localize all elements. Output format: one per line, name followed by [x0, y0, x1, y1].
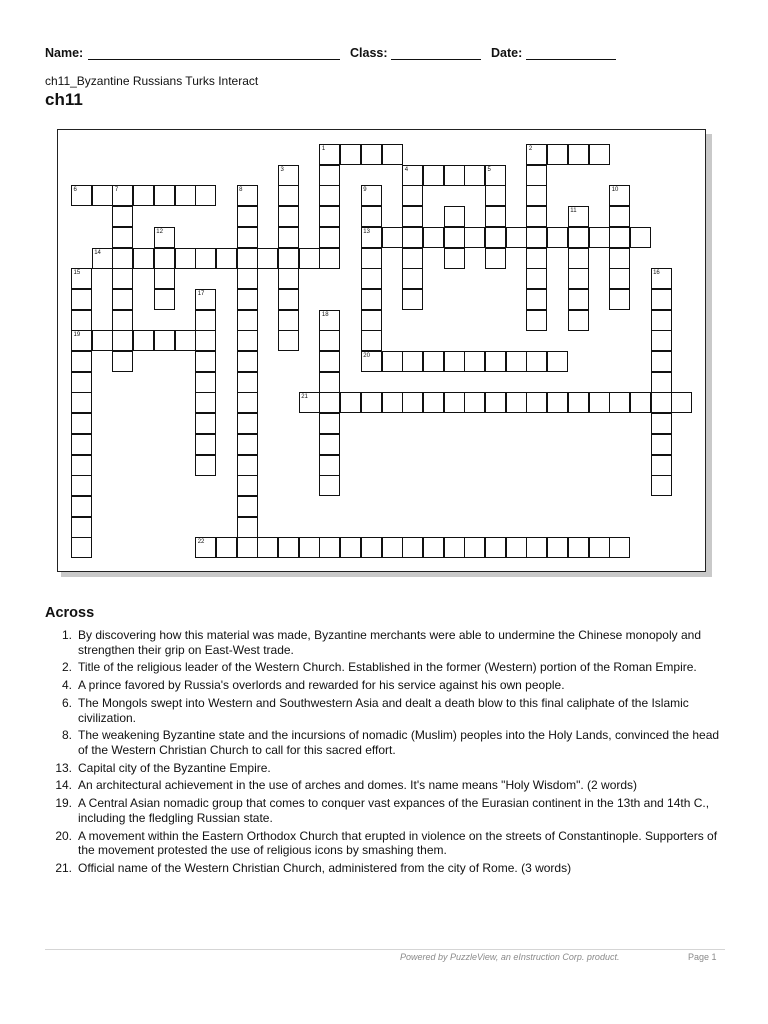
student-info-row: [45, 44, 725, 64]
grid-cell[interactable]: [485, 392, 506, 413]
grid-cell[interactable]: [71, 392, 92, 413]
grid-cell[interactable]: [112, 206, 133, 227]
grid-cell[interactable]: [237, 268, 258, 289]
grid-cell[interactable]: [112, 248, 133, 269]
grid-cell[interactable]: [71, 330, 92, 351]
grid-cell[interactable]: [299, 392, 320, 413]
across-clue: [45, 761, 725, 776]
grid-cell[interactable]: [361, 227, 382, 248]
grid-cell[interactable]: [361, 392, 382, 413]
grid-cell[interactable]: [71, 351, 92, 372]
grid-cell[interactable]: [299, 537, 320, 558]
grid-cell[interactable]: [444, 206, 465, 227]
clue-number: 5: [487, 166, 491, 173]
grid-cell[interactable]: [402, 392, 423, 413]
grid-cell[interactable]: [630, 227, 651, 248]
grid-cell[interactable]: [423, 165, 444, 186]
grid-cell[interactable]: [237, 248, 258, 269]
clue-number: 19: [73, 332, 81, 339]
across-heading: Across: [45, 605, 95, 621]
grid-cell[interactable]: [278, 289, 299, 310]
clue-number-label: 13.: [55, 760, 72, 775]
grid-cell[interactable]: [154, 248, 175, 269]
grid-cell[interactable]: [319, 413, 340, 434]
grid-cell[interactable]: [195, 351, 216, 372]
grid-cell[interactable]: [568, 248, 589, 269]
grid-cell[interactable]: [651, 330, 672, 351]
grid-cell[interactable]: [464, 165, 485, 186]
across-clue: [45, 829, 725, 858]
grid-cell[interactable]: [444, 537, 465, 558]
grid-cell[interactable]: [402, 206, 423, 227]
grid-cell[interactable]: [506, 537, 527, 558]
grid-cell[interactable]: [382, 392, 403, 413]
grid-cell[interactable]: [589, 537, 610, 558]
grid-cell[interactable]: [216, 537, 237, 558]
grid-cell[interactable]: [237, 227, 258, 248]
grid-cell[interactable]: [195, 248, 216, 269]
grid-cell[interactable]: [195, 289, 216, 310]
grid-cell[interactable]: [319, 248, 340, 269]
grid-cell[interactable]: [547, 227, 568, 248]
grid-cell[interactable]: [526, 537, 547, 558]
grid-cell[interactable]: [133, 185, 154, 206]
grid-cell[interactable]: [299, 248, 320, 269]
grid-cell[interactable]: [154, 330, 175, 351]
grid-cell[interactable]: [154, 185, 175, 206]
grid-cell[interactable]: [526, 165, 547, 186]
grid-cell[interactable]: [71, 310, 92, 331]
grid-cell[interactable]: [568, 227, 589, 248]
grid-cell[interactable]: [319, 227, 340, 248]
grid-cell[interactable]: [154, 227, 175, 248]
grid-cell[interactable]: [340, 144, 361, 165]
clue-number: 4: [404, 166, 409, 173]
grid-cell[interactable]: [444, 351, 465, 372]
grid-cell[interactable]: [485, 206, 506, 227]
clue-text: A Central Asian nomadic group that comes to conquer vast expances of the Eurasian continent in the 13th and 14th C., including the fledgling Russian state.: [78, 796, 710, 825]
clue-number: 12: [156, 228, 163, 235]
grid-cell[interactable]: [278, 206, 299, 227]
grid-cell[interactable]: [609, 392, 630, 413]
grid-cell[interactable]: [361, 310, 382, 331]
grid-cell[interactable]: [237, 455, 258, 476]
grid-cell[interactable]: [671, 392, 692, 413]
clue-number: 11: [570, 208, 577, 215]
across-clue: [45, 696, 725, 725]
grid-cell[interactable]: [319, 330, 340, 351]
grid-cell[interactable]: [589, 227, 610, 248]
grid-cell[interactable]: [112, 289, 133, 310]
grid-cell[interactable]: [506, 351, 527, 372]
grid-cell[interactable]: [361, 330, 382, 351]
clue-number: 3: [280, 166, 284, 173]
grid-cell[interactable]: [506, 392, 527, 413]
clue-number-label: 21.: [55, 861, 72, 875]
grid-cell[interactable]: [568, 144, 589, 165]
grid-cell[interactable]: [568, 537, 589, 558]
grid-cell[interactable]: [423, 537, 444, 558]
grid-cell[interactable]: [402, 289, 423, 310]
grid-cell[interactable]: [568, 310, 589, 331]
clue-number: 6: [73, 187, 77, 194]
grid-cell[interactable]: [361, 289, 382, 310]
grid-cell[interactable]: [112, 227, 133, 248]
grid-cell[interactable]: [651, 289, 672, 310]
grid-cell[interactable]: [547, 351, 568, 372]
grid-cell[interactable]: [526, 185, 547, 206]
grid-cell[interactable]: [464, 392, 485, 413]
grid-cell[interactable]: [257, 248, 278, 269]
clue-number: 15: [73, 270, 81, 277]
grid-cell[interactable]: [382, 351, 403, 372]
grid-cell[interactable]: [237, 372, 258, 393]
grid-cell[interactable]: [526, 227, 547, 248]
clue-number: 9: [363, 187, 367, 194]
clue-number-label: 6.: [61, 695, 72, 710]
grid-cell[interactable]: [361, 537, 382, 558]
grid-cell[interactable]: [402, 268, 423, 289]
grid-cell[interactable]: [237, 289, 258, 310]
grid-cell[interactable]: [361, 144, 382, 165]
grid-cell[interactable]: [609, 537, 630, 558]
grid-cell[interactable]: [361, 248, 382, 269]
grid-cell[interactable]: [630, 392, 651, 413]
clue-text: An architectural achievement in the use of arches and domes. It's name means "Holy Wisdom". (2 words): [78, 778, 638, 793]
grid-cell[interactable]: [71, 268, 92, 289]
grid-cell[interactable]: [112, 185, 133, 206]
grid-cell[interactable]: [133, 248, 154, 269]
grid-cell[interactable]: [609, 206, 630, 227]
grid-cell[interactable]: [485, 227, 506, 248]
grid-cell[interactable]: [278, 330, 299, 351]
grid-cell[interactable]: [319, 537, 340, 558]
grid-cell[interactable]: [92, 185, 113, 206]
grid-cell[interactable]: [237, 413, 258, 434]
grid-cell[interactable]: [402, 537, 423, 558]
clue-number: 20: [363, 353, 370, 359]
grid-cell[interactable]: [464, 351, 485, 372]
grid-cell[interactable]: [112, 330, 133, 351]
across-clue: [45, 660, 725, 675]
clue-text: A movement within the Eastern Orthodox Church that erupted in violence on the streets of Constantinople. Supporters of the movement protested the use of religious icons by smashing them.: [78, 828, 718, 858]
across-clue: [45, 728, 725, 757]
grid-cell[interactable]: [568, 289, 589, 310]
grid-cell[interactable]: [154, 268, 175, 289]
grid-cell[interactable]: [402, 351, 423, 372]
grid-cell[interactable]: [71, 517, 92, 538]
grid-cell[interactable]: [651, 392, 672, 413]
grid-cell[interactable]: [444, 165, 465, 186]
grid-cell[interactable]: [319, 165, 340, 186]
grid-cell[interactable]: [195, 434, 216, 455]
grid-cell[interactable]: [112, 351, 133, 372]
grid-cell[interactable]: [195, 310, 216, 331]
clue-text: Official name of the Western Christian Church, administered from the city of Rome. (3 words): [78, 861, 572, 875]
grid-cell[interactable]: [485, 248, 506, 269]
grid-cell[interactable]: [444, 248, 465, 269]
grid-cell[interactable]: [319, 372, 340, 393]
grid-cell[interactable]: [237, 185, 258, 206]
grid-cell[interactable]: [175, 185, 196, 206]
grid-cell[interactable]: [71, 434, 92, 455]
grid-cell[interactable]: [237, 310, 258, 331]
grid-cell[interactable]: [195, 537, 216, 558]
grid-cell[interactable]: [278, 268, 299, 289]
grid-cell[interactable]: [237, 434, 258, 455]
across-clue: [45, 678, 725, 693]
clue-number: 22: [197, 539, 205, 546]
grid-cell[interactable]: [485, 351, 506, 372]
grid-cell[interactable]: [195, 455, 216, 476]
clue-text: Title of the religious leader of the Western Church. Established in the former (Western) portion of the Roman Empire.: [78, 660, 697, 675]
grid-cell[interactable]: [547, 537, 568, 558]
grid-cell[interactable]: [526, 392, 547, 413]
crossword-frame: [57, 129, 706, 572]
grid-cell[interactable]: [319, 392, 340, 413]
grid-cell[interactable]: [547, 144, 568, 165]
class-label: Class:: [350, 46, 388, 60]
grid-cell[interactable]: [237, 475, 258, 496]
grid-cell[interactable]: [609, 268, 630, 289]
grid-cell[interactable]: [651, 475, 672, 496]
grid-cell[interactable]: [464, 537, 485, 558]
clue-number-label: 20.: [55, 828, 72, 843]
grid-cell[interactable]: [526, 289, 547, 310]
grid-cell[interactable]: [568, 206, 589, 227]
grid-cell[interactable]: [195, 185, 216, 206]
grid-cell[interactable]: [237, 351, 258, 372]
grid-cell[interactable]: [237, 496, 258, 517]
grid-cell[interactable]: [319, 310, 340, 331]
grid-cell[interactable]: [651, 455, 672, 476]
grid-cell[interactable]: [112, 268, 133, 289]
grid-cell[interactable]: [526, 268, 547, 289]
grid-cell[interactable]: [444, 227, 465, 248]
grid-cell[interactable]: [589, 392, 610, 413]
grid-cell[interactable]: [485, 537, 506, 558]
footer-credit: Powered by PuzzleView, an eInstruction Corp. product.: [400, 952, 620, 962]
grid-cell[interactable]: [382, 227, 403, 248]
grid-cell[interactable]: [237, 330, 258, 351]
grid-cell[interactable]: [195, 392, 216, 413]
grid-cell[interactable]: [71, 537, 92, 558]
grid-cell[interactable]: [402, 165, 423, 186]
grid-cell[interactable]: [464, 227, 485, 248]
grid-cell[interactable]: [237, 517, 258, 538]
clue-number: 18: [321, 311, 329, 318]
grid-cell[interactable]: [237, 392, 258, 413]
clue-number: 1: [321, 146, 326, 152]
grid-cell[interactable]: [154, 289, 175, 310]
clue-number: 14: [94, 249, 101, 256]
name-field-line[interactable]: [88, 59, 340, 60]
clue-text: A prince favored by Russia's overlords and rewarded for his service against his own people.: [78, 678, 565, 693]
grid-cell[interactable]: [92, 330, 113, 351]
grid-cell[interactable]: [195, 372, 216, 393]
grid-cell[interactable]: [319, 185, 340, 206]
grid-cell[interactable]: [361, 206, 382, 227]
grid-cell[interactable]: [361, 185, 382, 206]
grid-cell[interactable]: [651, 372, 672, 393]
grid-cell[interactable]: [237, 206, 258, 227]
clue-text: The weakening Byzantine state and the incursions of nomadic (Muslim) peoples into the Holy Lands, convinced the head of the Western Christian Church to call for this sacred effort.: [78, 728, 720, 757]
grid-cell[interactable]: [589, 144, 610, 165]
clue-number: 17: [197, 290, 205, 297]
clue-text: By discovering how this material was made, Byzantine merchants were able to undermine the Chinese monopoly and strengthen their grip on East-West trade.: [78, 628, 701, 657]
clue-text: Capital city of the Byzantine Empire.: [78, 760, 271, 775]
grid-cell[interactable]: [651, 413, 672, 434]
clue-number: 13: [363, 228, 370, 235]
grid-cell[interactable]: [278, 227, 299, 248]
grid-cell[interactable]: [526, 248, 547, 269]
grid-cell[interactable]: [402, 227, 423, 248]
grid-cell[interactable]: [382, 537, 403, 558]
clue-number: 8: [239, 187, 243, 194]
grid-cell[interactable]: [485, 165, 506, 186]
clue-number-label: 1.: [61, 628, 72, 642]
grid-cell[interactable]: [444, 392, 465, 413]
grid-cell[interactable]: [278, 165, 299, 186]
clue-number-label: 8.: [61, 728, 72, 743]
grid-cell[interactable]: [71, 185, 92, 206]
grid-cell[interactable]: [71, 289, 92, 310]
puzzle-title: ch11: [45, 90, 83, 109]
grid-cell[interactable]: [361, 351, 382, 372]
grid-cell[interactable]: [402, 185, 423, 206]
grid-cell[interactable]: [609, 289, 630, 310]
grid-cell[interactable]: [71, 475, 92, 496]
grid-cell[interactable]: [526, 144, 547, 165]
grid-cell[interactable]: [195, 413, 216, 434]
grid-cell[interactable]: [526, 351, 547, 372]
grid-cell[interactable]: [402, 248, 423, 269]
clue-number: 16: [653, 270, 660, 277]
puzzle-subtitle: ch11_Byzantine Russians Turks Interact: [45, 74, 259, 88]
grid-cell[interactable]: [216, 248, 237, 269]
grid-cell[interactable]: [319, 206, 340, 227]
grid-cell[interactable]: [92, 248, 113, 269]
grid-cell[interactable]: [257, 537, 278, 558]
grid-cell[interactable]: [112, 310, 133, 331]
grid-cell[interactable]: [526, 310, 547, 331]
clue-number: 2: [528, 146, 533, 152]
clue-number: 10: [611, 187, 619, 194]
grid-cell[interactable]: [319, 434, 340, 455]
clue-number: 7: [114, 187, 119, 194]
grid-cell[interactable]: [278, 537, 299, 558]
footer-divider: [45, 949, 725, 950]
grid-cell[interactable]: [319, 475, 340, 496]
grid-cell[interactable]: [319, 351, 340, 372]
grid-cell[interactable]: [278, 310, 299, 331]
grid-cell[interactable]: [278, 248, 299, 269]
grid-cell[interactable]: [651, 268, 672, 289]
grid-cell[interactable]: [340, 537, 361, 558]
clue-number-label: 19.: [55, 796, 72, 811]
grid-cell[interactable]: [651, 310, 672, 331]
grid-cell[interactable]: [71, 413, 92, 434]
grid-cell[interactable]: [568, 268, 589, 289]
grid-cell[interactable]: [133, 330, 154, 351]
grid-cell[interactable]: [71, 455, 92, 476]
grid-cell[interactable]: [382, 144, 403, 165]
grid-cell[interactable]: [485, 185, 506, 206]
grid-cell[interactable]: [195, 330, 216, 351]
grid-cell[interactable]: [71, 496, 92, 517]
grid-cell[interactable]: [175, 330, 196, 351]
grid-cell[interactable]: [609, 185, 630, 206]
name-label: Name:: [45, 46, 84, 60]
across-clue: [45, 861, 725, 876]
clue-text: The Mongols swept into Western and Southwestern Asia and dealt a death blow to this final caliphate of the Islamic civilization.: [78, 695, 689, 725]
class-field-line[interactable]: [391, 59, 481, 60]
date-field-line[interactable]: [526, 59, 616, 60]
across-clue: [45, 778, 725, 793]
grid-cell[interactable]: [237, 537, 258, 558]
grid-cell[interactable]: [506, 227, 527, 248]
clue-number-label: 4.: [61, 678, 72, 693]
across-clue: [45, 628, 725, 657]
grid-cell[interactable]: [423, 392, 444, 413]
grid-cell[interactable]: [71, 372, 92, 393]
grid-cell[interactable]: [423, 351, 444, 372]
grid-cell[interactable]: [547, 392, 568, 413]
clue-number: 21: [301, 394, 308, 401]
grid-cell[interactable]: [651, 434, 672, 455]
across-clue: [45, 796, 725, 825]
grid-cell[interactable]: [526, 206, 547, 227]
grid-cell[interactable]: [319, 455, 340, 476]
grid-cell[interactable]: [609, 227, 630, 248]
grid-cell[interactable]: [340, 392, 361, 413]
grid-cell[interactable]: [175, 248, 196, 269]
grid-cell[interactable]: [278, 185, 299, 206]
grid-cell[interactable]: [319, 144, 340, 165]
grid-cell[interactable]: [568, 392, 589, 413]
across-clue-list: [45, 628, 725, 879]
date-label: Date:: [491, 46, 523, 60]
grid-cell[interactable]: [651, 351, 672, 372]
clue-number-label: 14.: [55, 778, 72, 793]
grid-cell[interactable]: [609, 248, 630, 269]
grid-cell[interactable]: [423, 227, 444, 248]
grid-cell[interactable]: [361, 268, 382, 289]
clue-number-label: 2.: [61, 660, 72, 675]
page-number: Page 1: [688, 952, 717, 962]
